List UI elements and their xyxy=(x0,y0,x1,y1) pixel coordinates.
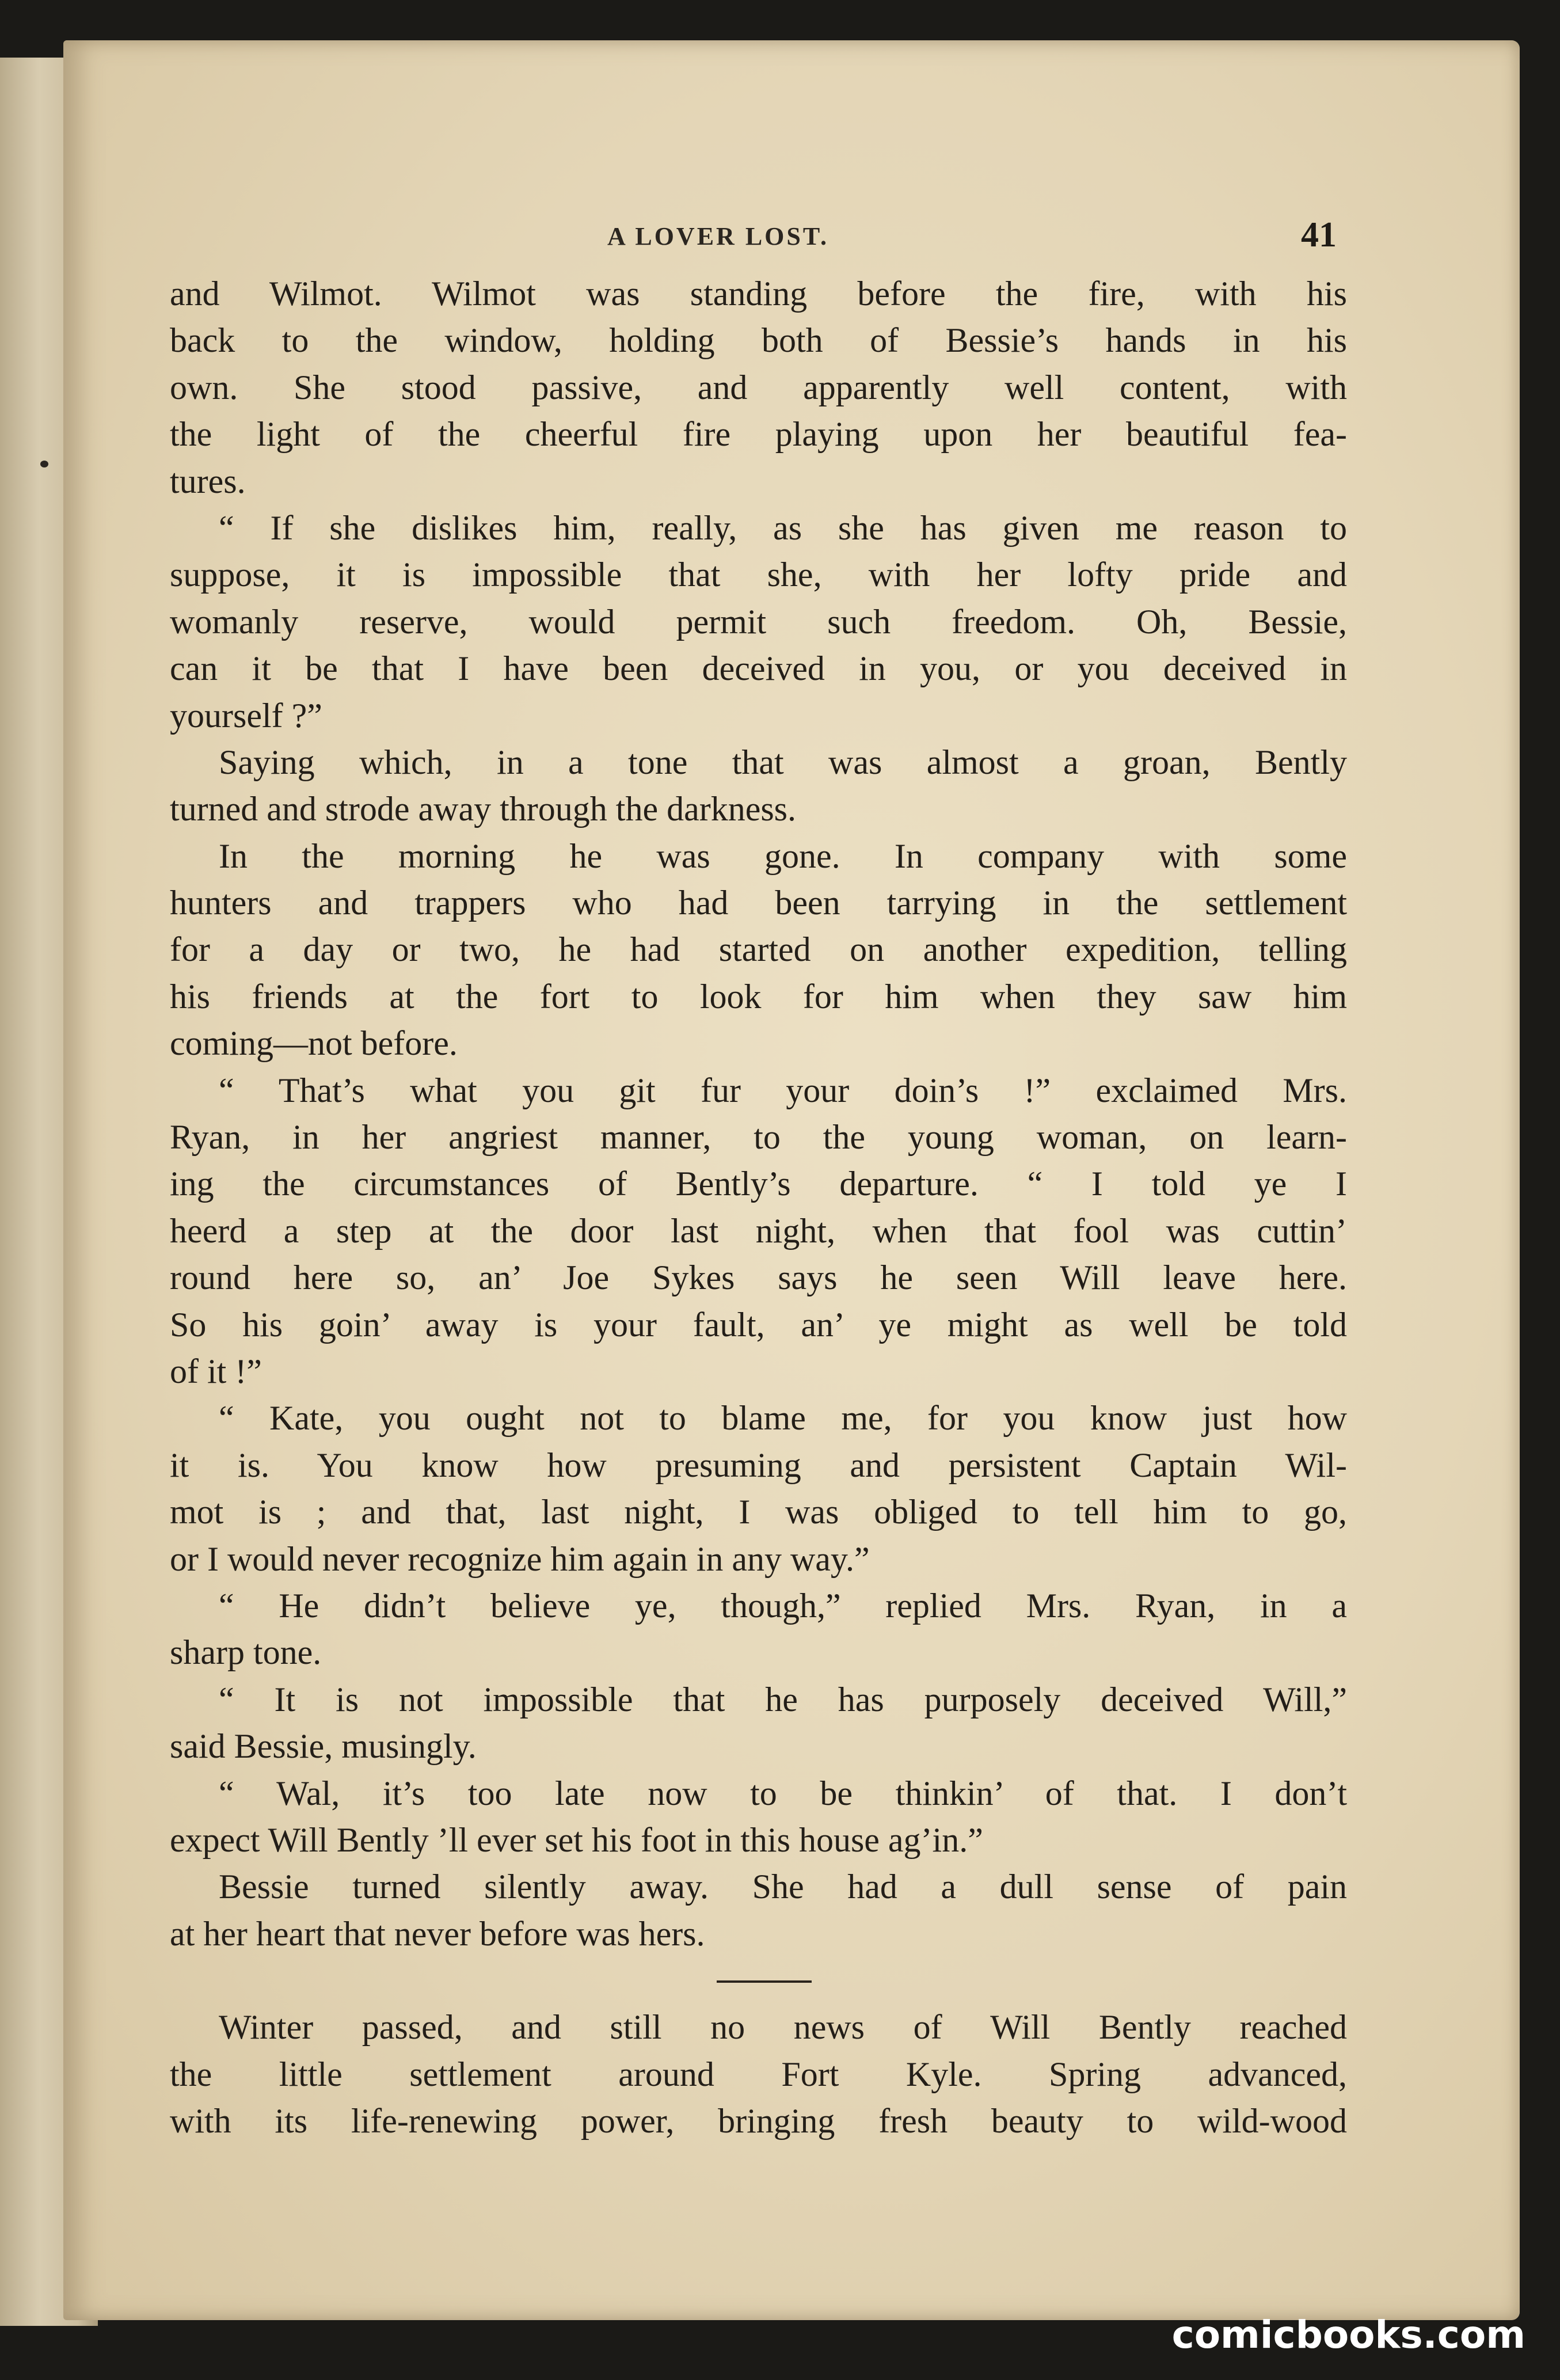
text-line: expect Will Bently ’ll ever set his foot in this house ag’in.” xyxy=(170,1820,983,1859)
text-line: Bessie turned silently away. She had a dull sense of pain xyxy=(219,1868,1347,1906)
text-line: the light of the cheerful fire playing upon her beautiful fea- xyxy=(170,415,1347,454)
text-line: “ Wal, it’s too late now to be thinkin’ of that. I don’t xyxy=(219,1774,1347,1812)
text-line: tures. xyxy=(170,462,246,500)
text-line: own. She stood passive, and apparently well content, with xyxy=(170,368,1347,406)
text-line: So his goin’ away is your fault, an’ ye might as well be told xyxy=(170,1305,1347,1344)
text-line: it is. You know how presuming and persistent Captain Wil- xyxy=(170,1446,1347,1484)
ink-speck xyxy=(40,461,48,467)
text-line: the little settlement around Fort Kyle. Spring advanced, xyxy=(170,2055,1347,2093)
section-break xyxy=(170,1957,1347,2004)
section-rule xyxy=(717,1980,812,1983)
text-line: sharp tone. xyxy=(170,1633,322,1672)
text-line: heerd a step at the door last night, when that fool was cuttin’ xyxy=(170,1211,1347,1250)
body-text xyxy=(170,271,1347,2145)
text-line: yourself ?” xyxy=(170,696,322,735)
text-line: back to the window, holding both of Bessie’s hands in his xyxy=(170,321,1347,360)
text-line: “ He didn’t believe ye, though,” replied Mrs. Ryan, in a xyxy=(219,1586,1347,1625)
text-line: Saying which, in a tone that was almost a groan, Bently xyxy=(219,743,1347,781)
text-line: can it be that I have been deceived in you, or you deceived in xyxy=(170,649,1347,688)
text-line: coming—not before. xyxy=(170,1024,458,1063)
text-line: “ That’s what you git fur your doin’s !” exclaimed Mrs. xyxy=(219,1071,1347,1109)
text-line: for a day or two, he had started on another expedition, telling xyxy=(170,930,1347,969)
text-line: or I would never recognize him again in any way.” xyxy=(170,1539,870,1578)
text-line: womanly reserve, would permit such freedom. Oh, Bessie, xyxy=(170,602,1347,641)
text-line: hunters and trappers who had been tarrying in the settlement xyxy=(170,884,1347,922)
text-line: suppose, it is impossible that she, with her lofty pride and xyxy=(170,556,1347,594)
text-line: with its life-renewing power, bringing fresh beauty to wild-wood xyxy=(170,2102,1347,2141)
text-line: said Bessie, musingly. xyxy=(170,1727,477,1766)
text-line: turned and strode away through the darkness. xyxy=(170,790,797,828)
page-header xyxy=(63,215,1520,256)
text-line: round here so, an’ Joe Sykes says he seen Will leave here. xyxy=(170,1259,1347,1297)
text-line: Winter passed, and still no news of Will Bently reached xyxy=(219,2008,1347,2047)
text-line: In the morning he was gone. In company with some xyxy=(219,837,1347,875)
running-head: A LOVER LOST. xyxy=(607,222,829,250)
page-number: 41 xyxy=(1301,215,1337,254)
site-watermark: comicbooks.com xyxy=(1171,2313,1525,2357)
text-line: “ Kate, you ought not to blame me, for you know just how xyxy=(219,1399,1347,1438)
text-line: “ It is not impossible that he has purposely deceived Will,” xyxy=(219,1680,1347,1719)
text-line: mot is ; and that, last night, I was obliged to tell him to go, xyxy=(170,1493,1347,1531)
text-line: at her heart that never before was hers. xyxy=(170,1914,705,1953)
text-line: Ryan, in her angriest manner, to the young woman, on learn- xyxy=(170,1118,1347,1157)
text-line: and Wilmot. Wilmot was standing before the fire, with his xyxy=(170,275,1347,313)
text-line: “ If she dislikes him, really, as she has given me reason to xyxy=(219,508,1347,547)
text-line: ing the circumstances of Bently’s departure. “ I told ye I xyxy=(170,1165,1347,1203)
text-line: his friends at the fort to look for him when they saw him xyxy=(170,977,1347,1016)
text-line: of it !” xyxy=(170,1352,262,1390)
